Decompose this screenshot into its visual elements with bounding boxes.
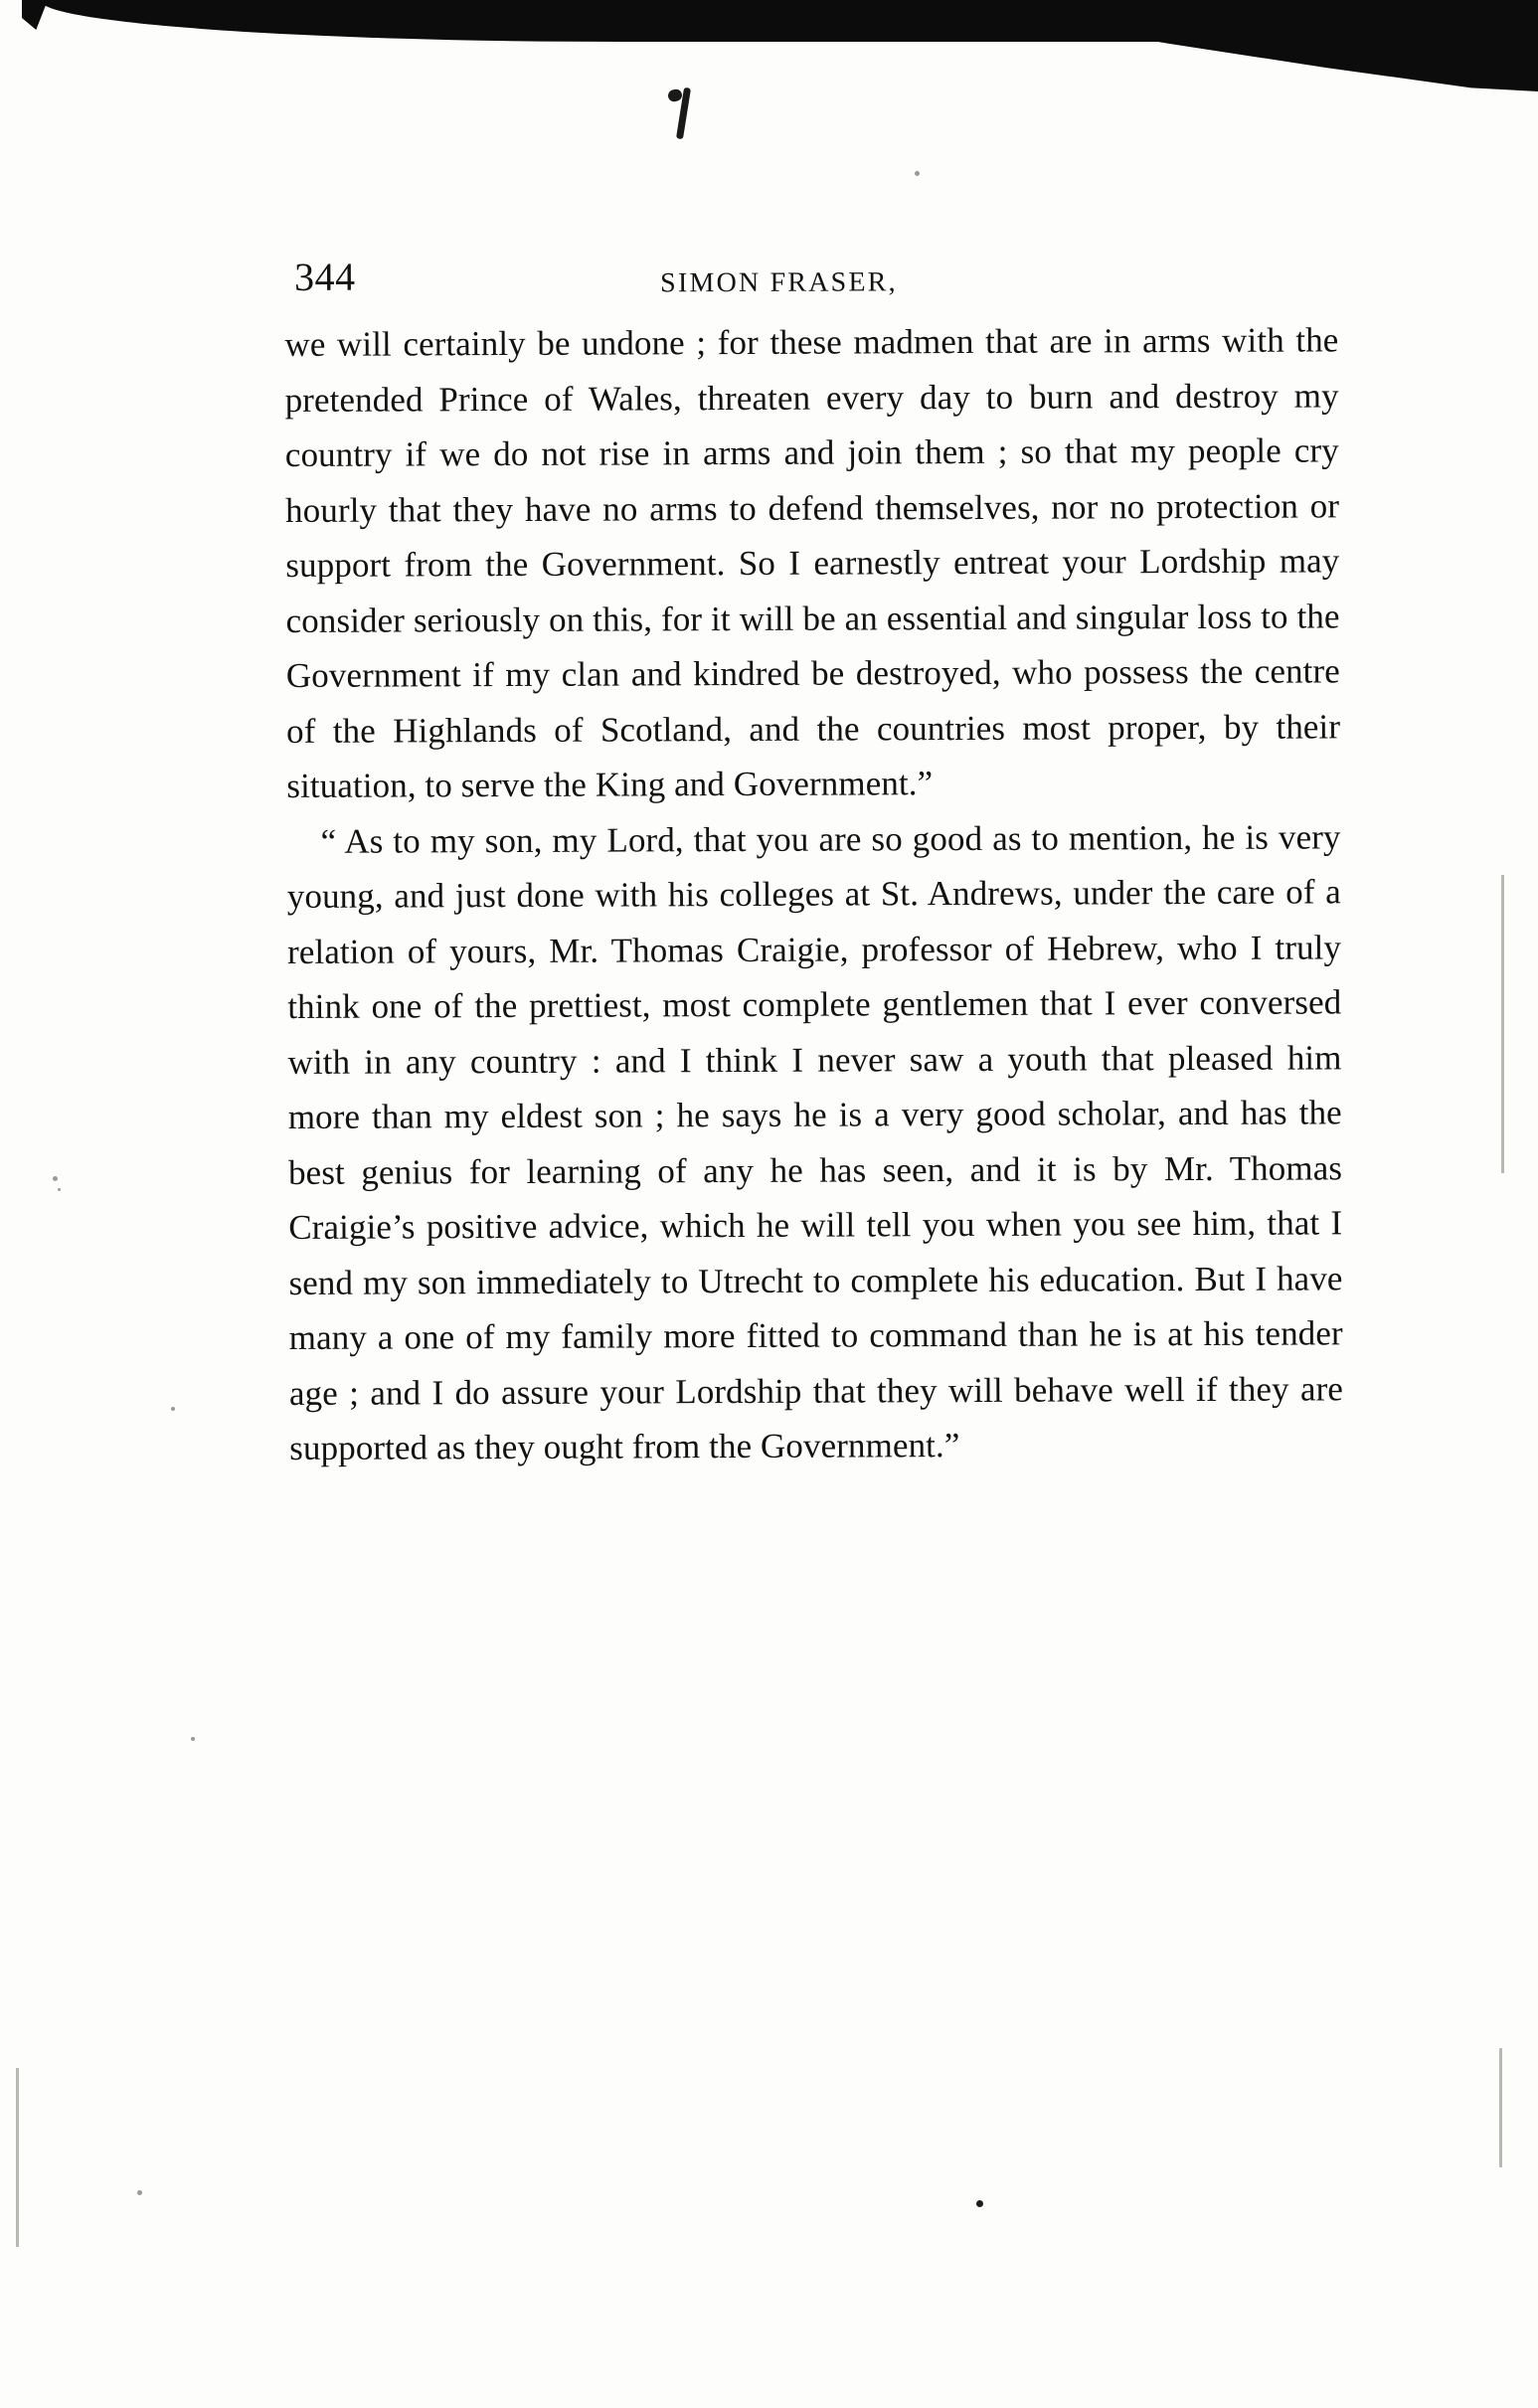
- ink-dot: [976, 2200, 983, 2207]
- page-speck: [915, 171, 920, 176]
- page-header: [284, 249, 1338, 317]
- page-speck: [137, 2190, 142, 2195]
- page-speck: [191, 1737, 195, 1741]
- page-speck: [58, 1188, 61, 1191]
- shadow-band: [40, 0, 1501, 42]
- margin-hairline: [16, 2068, 19, 2247]
- page-speck: [171, 1407, 175, 1411]
- running-title: SIMON FRASER,: [660, 266, 898, 299]
- ink-tick-mark: [668, 87, 694, 149]
- scanner-edge-shadow: [0, 0, 1538, 94]
- shadow-nub: [22, 0, 48, 30]
- paragraph: we will certainly be undone ; for these madmen that are in arms with the pretended Prince of Wales, threaten every day to burn and destroy my country if we do not rise in arms and join them ; so that my people cry hourly that they have no arms to defend themselves, nor no protection or support from the Government. So I earnestly entreat your Lordship may consider seriously on this, for it will be an essential and singular loss to the Government if my clan and kindred be destroyed, who possess the centre of the Highlands of Scotland, and the countries most proper, by their situation, to serve the King and Government.”: [284, 320, 1341, 805]
- page-text-block: [284, 254, 1344, 1476]
- page-number: 344: [294, 254, 356, 299]
- paragraph: “ As to my son, my Lord, that you are so good as to mention, he is very young, and just done with his colleges at St. Andrews, under the care of a relation of yours, Mr. Thomas Craigie, professor of Hebrew, who I truly think one of the prettiest, most complete gentlemen that I ever conversed with in any country : and I think I never saw a youth that pleased him more than my eldest son ; he says he is a very good scholar, and has the best genius for learning of any he has seen, and it is by Mr. Thomas Craigie’s positive advice, which he will tell you when you see him, that I send my son immediately to Utrecht to complete his education. But I have many a one of my family more fitted to command than he is at his tender age ; and I do assure your Lordship that they will behave well if they are supported as they ought from the Government.”: [286, 816, 1344, 1467]
- shadow-wedge: [981, 0, 1538, 91]
- page-speck: [53, 1176, 58, 1181]
- margin-hairline: [1499, 2048, 1502, 2167]
- margin-hairline: [1501, 875, 1504, 1173]
